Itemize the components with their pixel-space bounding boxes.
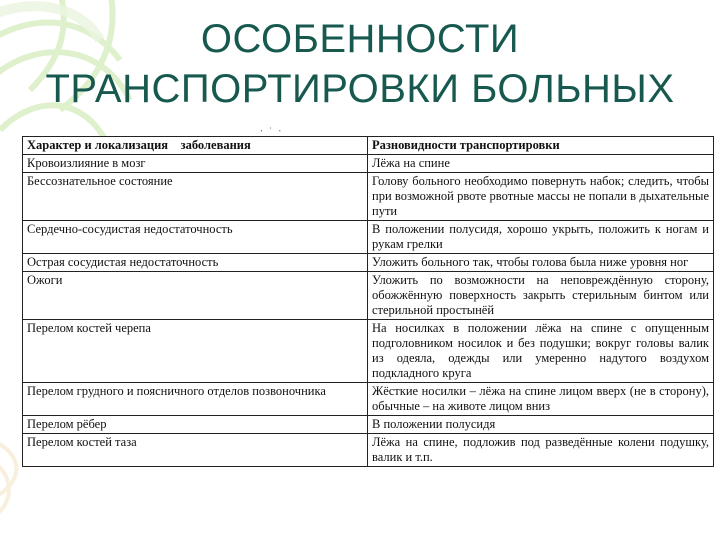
table-header-row [23, 137, 714, 155]
table-row [23, 173, 714, 221]
header-transport: Разновидности транспортировки [368, 137, 714, 155]
cell-condition: Перелом костей черепа [23, 320, 368, 383]
title-line-1: ОСОБЕННОСТИ [200, 17, 520, 61]
title-line-2: ТРАНСПОРТИРОВКИ БОЛЬНЫХ [45, 67, 675, 111]
cell-transport: Лёжа на спине [368, 155, 714, 173]
scan-artifact: ‧ ˙ ‧ [260, 126, 284, 136]
cell-transport: Голову больного необходимо повернуть набок; следить, чтобы при возможной рвоте рвотные массы не попали в дыхательные пути [368, 173, 714, 221]
cell-transport: Уложить по возможности на неповреждённую сторону, обожжённую поверхность закрыть стерильным бинтом или стерильной простынёй [368, 272, 714, 320]
cell-transport: Жёсткие носилки – лёжа на спине лицом вверх (не в сторону), обычные – на животе лицом вниз [368, 383, 714, 416]
table-row [23, 155, 714, 173]
table-row [23, 383, 714, 416]
table-row [23, 434, 714, 467]
table-row [23, 254, 714, 272]
cell-transport: Лёжа на спине, подложив под разведённые колени подушку, валик и т.п. [368, 434, 714, 467]
cell-condition: Кровоизлияние в мозг [23, 155, 368, 173]
header-condition: Характер и локализация заболевания [23, 137, 368, 155]
cell-condition: Перелом грудного и поясничного отделов позвоночника [23, 383, 368, 416]
cell-transport: На носилках в положении лёжа на спине с опущенным подголовником носилок и без подушки; вокруг головы валик из одеяла, одежды или умеренно надутого воздухом подкладного круга [368, 320, 714, 383]
cell-transport: В положении полусидя, хорошо укрыть, положить к ногам и рукам грелки [368, 221, 714, 254]
table-row [23, 320, 714, 383]
transport-table-container [22, 136, 713, 521]
cell-condition: Перелом рёбер [23, 416, 368, 434]
cell-condition: Ожоги [23, 272, 368, 320]
cell-condition: Сердечно-сосудистая недостаточность [23, 221, 368, 254]
table-row [23, 416, 714, 434]
cell-condition: Острая сосудистая недостаточность [23, 254, 368, 272]
cell-condition: Бессознательное состояние [23, 173, 368, 221]
cell-transport: Уложить больного так, чтобы голова была ниже уровня ног [368, 254, 714, 272]
cell-transport: В положении полусидя [368, 416, 714, 434]
table-row [23, 221, 714, 254]
transport-table [22, 136, 714, 467]
slide-title [0, 14, 720, 114]
table-row [23, 272, 714, 320]
cell-condition: Перелом костей таза [23, 434, 368, 467]
